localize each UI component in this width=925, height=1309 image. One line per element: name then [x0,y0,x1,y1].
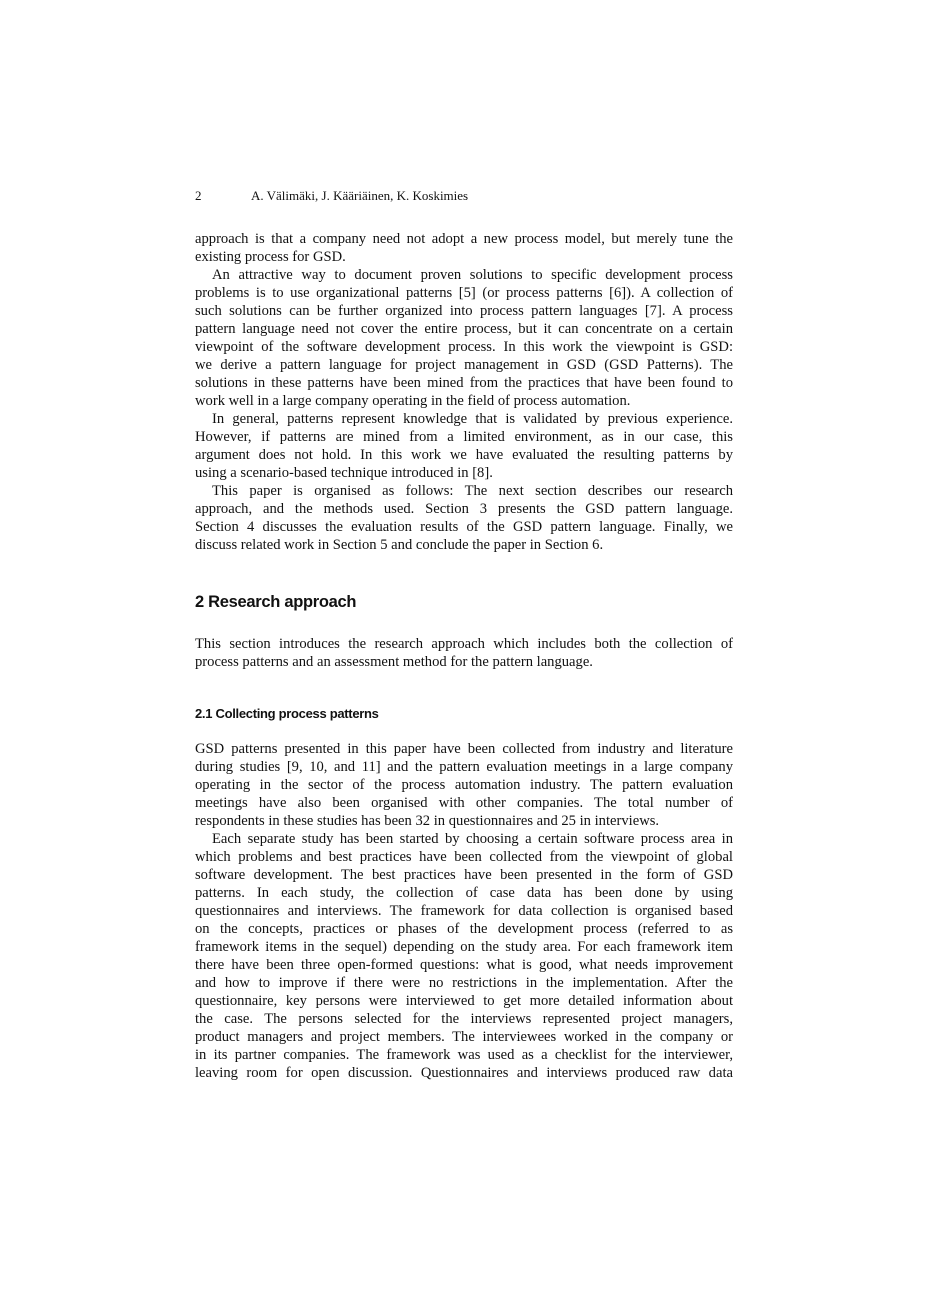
text-line: questionnaire, key persons were interviewed to get more detailed information about [195,993,733,1009]
text-line: In general, patterns represent knowledge that is validated by previous experience. [212,411,733,427]
text-line: we derive a pattern language for project management in GSD (GSD Patterns). The [195,357,733,373]
text-line: meetings have also been organised with other companies. The total number of [195,795,733,811]
paragraph [195,635,733,671]
text-line: viewpoint of the software development process. In this work the viewpoint is GSD: [195,339,733,355]
text-line: problems is to use organizational patterns [5] (or process patterns [6]). A collection of [195,285,733,301]
text-line: Each separate study has been started by choosing a certain software process area in [212,831,733,847]
text-line: respondents in these studies has been 32 in questionnaires and 25 in interviews. [195,813,660,829]
text-line: leaving room for open discussion. Questionnaires and interviews produced raw data [195,1065,733,1081]
subsection-heading: 2.1 Collecting process patterns [195,706,379,721]
paragraph [195,230,733,266]
paragraph [195,740,733,830]
text-line: However, if patterns are mined from a limited environment, as in our case, this [195,429,733,445]
page-number: 2 [195,188,202,203]
running-header [195,187,468,205]
text-line: discuss related work in Section 5 and conclude the paper in Section 6. [195,537,604,553]
text-line: This paper is organised as follows: The next section describes our research [212,483,733,499]
authors: A. Välimäki, J. Kääriäinen, K. Koskimies [251,188,469,203]
section-2-text [195,635,733,671]
text-line: using a scenario-based technique introduced in [8]. [195,465,493,481]
text-line: approach, and the methods used. Section 3 presents the GSD pattern language. [195,501,733,517]
text-line: GSD patterns presented in this paper have been collected from industry and literature [195,741,733,757]
intro-text [195,230,733,554]
section-2-1-text [195,740,733,1082]
text-line: product managers and project members. The interviewees worked in the company or [195,1029,733,1045]
text-line: solutions in these patterns have been mined from the practices that have been found to [195,375,733,391]
text-line: on the concepts, practices or phases of the development process (referred to as [195,921,733,937]
text-line: questionnaires and interviews. The framework for data collection is organised based [195,903,733,919]
section-heading: 2 Research approach [195,593,357,611]
text-line: process patterns and an assessment method for the pattern language. [195,654,593,670]
text-line: such solutions can be further organized into process pattern languages [7]. A process [195,303,733,319]
text-line: argument does not hold. In this work we have evaluated the resulting patterns by [195,447,733,463]
text-line: there have been three open-formed questions: what is good, what needs improvement [195,957,733,973]
text-line: during studies [9, 10, and 11] and the pattern evaluation meetings in a large company [195,759,733,775]
text-line: An attractive way to document proven solutions to specific development process [212,267,733,283]
text-line: the case. The persons selected for the interviews represented project managers, [195,1011,733,1027]
text-line: approach is that a company need not adopt a new process model, but merely tune the [195,231,733,247]
text-line: This section introduces the research approach which includes both the collection of [195,636,733,652]
text-line: which problems and best practices have been collected from the viewpoint of global [195,849,733,865]
text-line: patterns. In each study, the collection of case data has been done by using [195,885,733,901]
text-line: work well in a large company operating in the field of process automation. [195,393,631,409]
text-line: pattern language need not cover the entire process, but it can concentrate on a certain [195,321,733,337]
text-line: in its partner companies. The framework was used as a checklist for the interviewer, [195,1047,733,1063]
text-line: software development. The best practices have been presented in the form of GSD [195,867,733,883]
text-line: Section 4 discusses the evaluation results of the GSD pattern language. Finally, we [195,519,733,535]
paragraph [195,266,733,410]
text-line: operating in the sector of the process automation industry. The pattern evaluation [195,777,733,793]
paragraph [195,410,733,482]
paragraph [195,482,733,554]
paragraph [195,830,733,1082]
text-line: and how to improve if there were no restrictions in the implementation. After the [195,975,733,991]
text-line: existing process for GSD. [195,249,346,265]
text-line: framework items in the sequel) depending on the study area. For each framework item [195,939,733,955]
